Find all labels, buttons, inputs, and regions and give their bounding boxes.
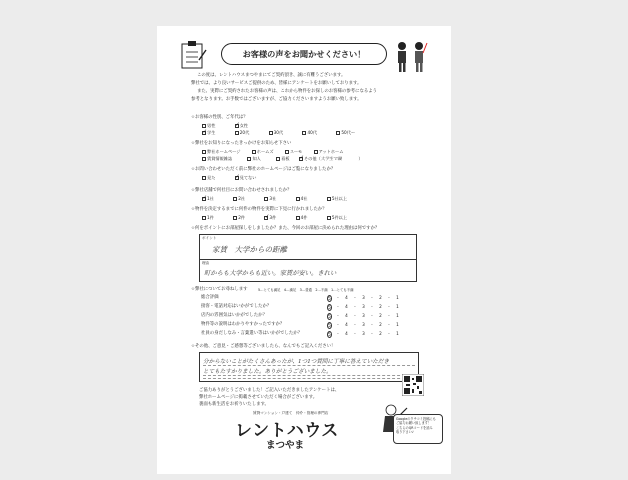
rating-value[interactable]: 5 <box>328 332 331 337</box>
q7-label: ☆弊社についてお尋ねします <box>191 287 248 292</box>
intro-line: 参考となります。お手数ではございますが、ご協力くださいますようお願い致します。 <box>191 97 362 102</box>
q2-other-answer: 大学生で職 <box>320 156 342 161</box>
rating-value[interactable]: 2 <box>379 304 382 309</box>
q8-label: ☆その他、ご意見・ご感想等ございましたら、なんでもご記入ください！ <box>191 344 336 349</box>
rating-item: 店内の雰囲気はいかがでしたか？ <box>201 313 267 318</box>
rating-separator: ・ <box>352 322 358 327</box>
rating-separator: ・ <box>369 322 375 327</box>
reason-label: 理由 <box>202 261 210 265</box>
rating-value[interactable]: 4 <box>345 304 348 309</box>
staff-illustration <box>393 40 429 74</box>
q2-options-row1: 弊社ホームページ ホームズ スーモ アットホーム <box>202 149 361 155</box>
rating-separator: ・ <box>352 295 358 300</box>
rating-separator: ・ <box>352 313 358 318</box>
closing-line: ご協力ありがとうございました！ご記入いただきましたアンケートは、 <box>199 388 340 393</box>
rating-item: 接客・電話対応はいかがでしたか？ <box>201 304 272 309</box>
rating-value[interactable]: 3 <box>362 295 365 300</box>
rating-value[interactable]: 5 <box>328 305 331 310</box>
comment-line: とてもたすかりました。ありがとうございました。 <box>203 367 415 376</box>
q5-options: 1件 2件 ✓ 3件 4件 5件以上 <box>202 215 365 221</box>
intro-line: 弊社では、より良いサービスご提供のため、皆様にアンケートをお願いしております。 <box>191 81 362 86</box>
rating-separator: ・ <box>369 313 375 318</box>
q4-options: ✓1社 2社 3社 4社 5社以上 <box>202 196 365 202</box>
company-logo: レントハウス <box>235 421 339 441</box>
rating-separator: ・ <box>386 331 392 336</box>
rating-item: 物件等の説明はわかりやすかったですか？ <box>201 322 285 327</box>
rating-separator: ・ <box>352 331 358 336</box>
clipboard-icon <box>179 40 207 70</box>
rating-value[interactable]: 5 <box>328 314 331 319</box>
q2-options-row2: 賃貸情報雑誌 知人 看板 ✓ その他（大学生で職 ） <box>202 156 363 162</box>
rating-separator: ・ <box>386 313 392 318</box>
rating-separator: ・ <box>369 295 375 300</box>
rating-separator: ・ <box>386 304 392 309</box>
rating-value[interactable]: 3 <box>362 313 365 318</box>
q4-label: ☆弊社店舗で何社目にお問い合わせされましたか？ <box>191 188 292 193</box>
logo-tagline: 賃貸マンション・戸建て 仲介・管理の専門店 <box>253 411 329 415</box>
rating-value[interactable]: 3 <box>362 304 365 309</box>
rating-separator: ・ <box>335 304 341 309</box>
rating-separator: ・ <box>386 322 392 327</box>
rating-separator: ・ <box>335 313 341 318</box>
q3-label: ☆お問い合わせいただく前に弊社のホームページはご覧になりましたか？ <box>191 167 336 172</box>
rating-value[interactable]: 2 <box>379 313 382 318</box>
q7-scale: 5…とても満足 4…満足 3…普通 2…不満 1…とても不満 <box>258 288 354 292</box>
survey-sheet <box>157 26 451 474</box>
rating-item: 社員の身だしなみ・言葉遣い等はいかがでしたか？ <box>201 331 302 336</box>
rating-separator: ・ <box>369 304 375 309</box>
rating-value[interactable]: 4 <box>345 313 348 318</box>
rating-value[interactable]: 1 <box>396 331 399 336</box>
rating-separator: ・ <box>335 331 341 336</box>
q3-options: 見た ✓ 見てない <box>202 175 275 181</box>
rating-separator: ・ <box>369 331 375 336</box>
rating-separator: ・ <box>386 295 392 300</box>
rating-value[interactable]: 4 <box>345 331 348 336</box>
closing-line: 弊社ホームページに掲載させていただく場合がございます。 <box>199 395 318 400</box>
q1-gender: 男性 ✓ 女性 <box>202 123 266 129</box>
point-label: ポイント <box>202 236 217 240</box>
rating-value[interactable]: 1 <box>396 322 399 327</box>
rating-item: 総合評価 <box>201 295 219 300</box>
rating-value[interactable]: 3 <box>362 331 365 336</box>
rating-value[interactable]: 1 <box>396 313 399 318</box>
intro-line: また、実際にご契約されたお客様の声は、これから物件をお探しのお客様の参考になるよう <box>197 89 378 94</box>
rating-value[interactable]: 5 <box>328 323 331 328</box>
reason-answer: 町からも大学からも近い。家賃が安い。きれい <box>204 270 337 277</box>
rating-value[interactable]: 4 <box>345 295 348 300</box>
point-answer: 家賃 大学からの距離 <box>212 245 287 254</box>
qr-note-bubble: Googleのクチコミ投稿にも ご協力お願い致します！ こちらのQRコードを読み 取り下さい♪ <box>393 414 443 444</box>
q2-label: ☆弊社をお知りになったきっかけをお知らせ下さい <box>191 141 292 146</box>
rating-value[interactable]: 3 <box>362 322 365 327</box>
rating-value[interactable]: 2 <box>379 295 382 300</box>
rating-value[interactable]: 2 <box>379 331 382 336</box>
rating-value[interactable]: 1 <box>396 295 399 300</box>
q1-label: ☆お客様の性別、ご年代は？ <box>191 115 248 120</box>
rating-separator: ・ <box>352 304 358 309</box>
q6-label: ☆何をポイントにお部屋探しをしましたか？また、今回のお部屋に決められた理由は何ですか？ <box>191 226 380 231</box>
q8-answer-box <box>199 352 419 382</box>
page-title: お客様の声をお聞かせください！ <box>221 43 387 65</box>
company-logo-sub: まつやま <box>266 440 305 451</box>
q6-answer-box <box>199 234 417 282</box>
q5-label: ☆物件を決定するまでに何件の物件を実際に下見に行かれましたか？ <box>191 207 327 212</box>
rating-separator: ・ <box>335 295 341 300</box>
intro-line: この度は、レントハウスまつやまにてご契約頂き、誠に有難うございます。 <box>197 73 346 78</box>
rating-value[interactable]: 4 <box>345 322 348 327</box>
q1-ages: ✓学生 20代 30代 40代 50代〜 <box>202 130 373 136</box>
rating-separator: ・ <box>335 322 341 327</box>
comment-line: 分からないことがたくさんあったが、1つ1つ質問に丁寧に答えていただき <box>203 357 415 366</box>
rating-value[interactable]: 1 <box>396 304 399 309</box>
closing-line: 裏面も新生活をお祈りいたします。 <box>199 402 269 407</box>
rating-value[interactable]: 5 <box>328 296 331 301</box>
rating-value[interactable]: 2 <box>379 322 382 327</box>
